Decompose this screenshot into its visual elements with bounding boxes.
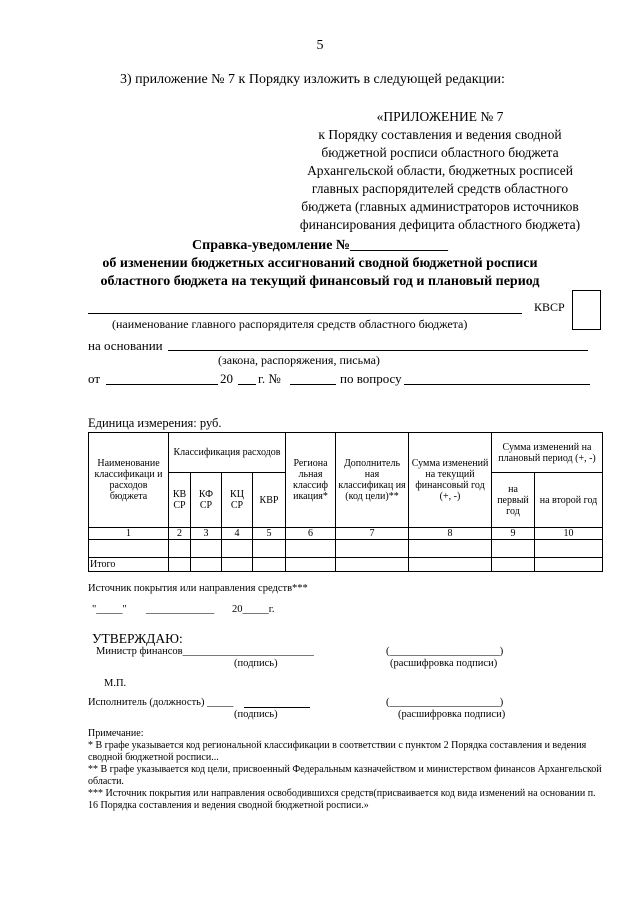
minister-signature-caption: (подпись)	[234, 658, 278, 669]
col-number: 10	[535, 528, 603, 540]
notes-title: Примечание:	[88, 728, 144, 739]
minister-label: Министр финансов_________________________	[96, 646, 314, 657]
distributor-line	[88, 313, 522, 314]
col-additional-header: Дополнитель ная классификац ия (код цели)**	[336, 433, 409, 528]
stamp-label: М.П.	[104, 678, 127, 689]
note-1: * В графе указывается код региональной классификации в соответствии с пунктом 2 Порядка составления и ведения сводной бюджетной росписи...	[88, 740, 587, 763]
question-blank	[404, 384, 590, 385]
changes-table	[88, 432, 603, 572]
doc-title-line1: Справка-уведомление №______________	[192, 238, 448, 253]
col-number: 1	[89, 528, 169, 540]
doc-title-line3: областного бюджета на текущий финансовый год и плановый период	[100, 274, 540, 289]
col-planning-header: Сумма изменений на плановый период (+, -)	[492, 433, 603, 473]
appendix-line: бюджетной росписи областного бюджета	[321, 145, 559, 160]
appendix-header	[280, 108, 600, 234]
date-month: _____________	[146, 604, 215, 615]
sub-kcsr: КЦ СР	[222, 473, 253, 528]
col-number: 2	[169, 528, 191, 540]
col-classification-header: Классификация расходов	[169, 433, 286, 473]
sub-kvr: КВР	[253, 473, 286, 528]
executor-decode-caption: (расшифровка подписи)	[398, 709, 506, 720]
basis-label: на основании	[88, 338, 163, 353]
appendix-line: к Порядку составления и ведения сводной	[318, 127, 562, 142]
appendix-line: бюджета (главных администраторов источников	[301, 199, 579, 214]
table-row	[89, 540, 603, 558]
sub-first-year: на первый год	[492, 473, 535, 528]
date-year: 20	[220, 371, 233, 386]
date-day: "_____"	[92, 604, 127, 615]
doc-number-label: г. №	[258, 371, 281, 386]
col-sum-header: Сумма изменений на текущий финансовый год (+, -)	[409, 433, 492, 528]
number-blank	[290, 384, 336, 385]
kvsr-box	[572, 290, 601, 330]
total-label: Итого	[89, 558, 169, 572]
col-number: 8	[409, 528, 492, 540]
appendix-line: главных распорядителей средств областного	[311, 181, 569, 196]
executor-signature-caption: (подпись)	[234, 709, 278, 720]
page-number: 5	[316, 38, 324, 53]
table-total-row	[89, 558, 603, 572]
intro-text: 3) приложение № 7 к Порядку изложить в следующей редакции:	[120, 72, 505, 87]
basis-caption: (закона, распоряжения, письма)	[218, 353, 380, 367]
minister-decode-blank: (_____________________)	[386, 646, 504, 657]
appendix-line: финансирования дефицита областного бюджета)	[299, 217, 581, 232]
sub-kfsr: КФ СР	[191, 473, 222, 528]
note-2: ** В графе указывается код цели, присвоенный Федеральным казначейством и министерством финансов Архангельской области.	[88, 764, 602, 787]
col-number: 3	[191, 528, 222, 540]
executor-signature-line	[244, 707, 310, 708]
year-blank	[238, 384, 256, 385]
col-name-header: Наименование классификаци и расходов бюджета	[89, 433, 169, 528]
col-number: 5	[253, 528, 286, 540]
date-blank	[106, 384, 218, 385]
col-number: 7	[336, 528, 409, 540]
date-from: от	[88, 371, 101, 386]
distributor-caption: (наименование главного распорядителя средств областного бюджета)	[112, 317, 468, 331]
appendix-line: «ПРИЛОЖЕНИЕ № 7	[376, 109, 504, 124]
basis-line	[168, 350, 588, 351]
source-label: Источник покрытия или направления средств***	[88, 583, 308, 594]
doc-title-line2: об изменении бюджетных ассигнований сводной бюджетной росписи	[102, 256, 538, 271]
question-label: по вопросу	[340, 371, 402, 386]
kvsr-label: КВСР	[534, 300, 565, 314]
sub-second-year: на второй год	[535, 473, 603, 528]
sub-kvsr: КВ СР	[169, 473, 191, 528]
approve-label: УТВЕРЖДАЮ:	[92, 631, 183, 646]
col-number: 6	[286, 528, 336, 540]
col-number: 4	[222, 528, 253, 540]
col-number: 9	[492, 528, 535, 540]
executor-decode-blank: (_____________________)	[386, 697, 504, 708]
date-year-blank: 20_____г.	[232, 604, 275, 615]
unit-label: Единица измерения: руб.	[88, 416, 222, 430]
note-3: *** Источник покрытия или направления освободившихся средств(присваивается код вида изменений на основании п. 16 Порядка составления и ведения сводной бюджетной росписи.»	[88, 788, 596, 811]
minister-decode-caption: (расшифровка подписи)	[390, 658, 498, 669]
executor-label: Исполнитель (должность) _____	[88, 697, 234, 708]
col-regional-header: Регионa льная классиф икация*	[286, 433, 336, 528]
appendix-line: Архангельской области, бюджетных росписей	[307, 163, 573, 178]
